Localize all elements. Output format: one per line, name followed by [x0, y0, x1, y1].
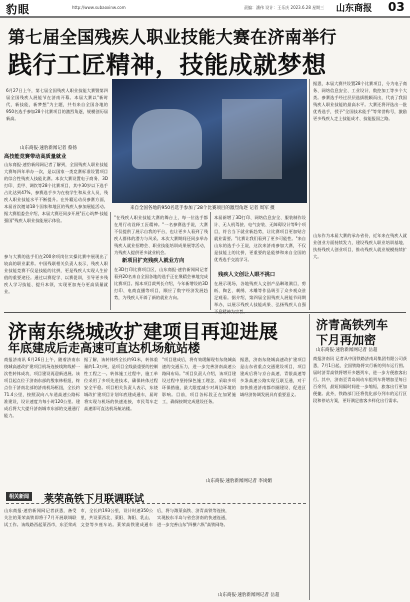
issue-meta: 责编：潘伟 设计：王乐庆 2023.6.28 星期三: [244, 5, 325, 10]
story2-col2: 据了解，该转体桥全长约91米，转体重量约1.3万吨，是项目全线最重要的控制性工程之一。转体施工过程中，施工单位采用了多项先进技术，确保转体过程安全平稳。项目相关负责人表示，东绕城改扩建项目计划年底建成通车，届时将实现与机场的快速连接，市民驾车走高速即可直达机场航站楼。: [84, 357, 158, 411]
lead-col1: 山东商报·速豹新闻网记者了解到，全国残疾人职业技能大赛每四年举办一次，是以国家一类竞赛标准设置项目的综合性残疾人技能比赛。本次大赛设置电子商务、3D打印、美甲、调饮等28个比赛项目，其中30岁以下选手占比达到47%，参赛选手多为在校学生和从业人员，残疾人职业技能水平不断提升。在外籍运动员参赛方面，本届首次邀请18个国家和地区的残疾人参加展能活动。据大赛组委会介绍，本届大赛还同步开展"匠心筑梦·技能强国"残疾人职业技能展示体验。: [4, 162, 108, 223]
col-divider: [309, 314, 310, 600]
story3-body: 商报济南讯 记者从中国铁路济南局集团有限公司获悉，7月1日起，全国铁路将实行新的列车运行图。届时济青高铁将增开多趟列车，进一步方便旅客出行。其中，济南至青岛间动车组列车将增加至每日百余列，最短间隔时间进一步缩短，旅客出行更加便捷。此外，铁路部门还将优化部分列车的运行区段和停站方案，更好满足旅客多样化出行需求。: [313, 356, 407, 403]
subhead-3: 残疾人文创让人眼不挑口: [218, 272, 276, 278]
masthead-bar: [0, 0, 410, 18]
lead-intro: 6月27日上午，第七届全国残疾人职业技能大赛暨第四届全国残疾人展能节在济南开幕。本届大赛以"新时代，新技能，新梦想"为主题，共有来自全国各地的950名选手参加28个比赛项目的激烈角逐，规模创历届新高。: [6, 88, 108, 121]
story4-headline: 莱荣高铁下月联调联试: [44, 494, 144, 505]
lead-headline-line1: 第七届全国残疾人职业技能大赛在济南举行: [8, 28, 337, 48]
col-divider: [210, 212, 211, 310]
story2-subheadline: 年底建成后走高速可直达机场航站楼: [8, 341, 201, 355]
col-divider: [309, 79, 310, 310]
lead-col2: "在残疾人职业技能大赛的舞台上，每一位选手都在用行动诠释工匠精神。"一名参赛选手说，大赛不仅提供了展示自我的平台，也让更多人看到了残疾人群体的潜力与风采。本次大赛期间还同步举办残疾人就业招聘会、职业技能培训成果展等活动，为残疾人提供更多就业机会。: [114, 215, 208, 255]
lead-photo-caption: 来自全国各地的950名选手参加了28个比赛项目的激烈角逐 记者 周军 摄: [130, 206, 275, 211]
story3-headline-line1: 济青高铁列车: [316, 318, 389, 332]
story2-col1: 商报济南讯 6月26日上午，随着济南东绕城高速改扩建项目机场连接线跨线桥一次性转体成功，项目建设再迎新进展。该项目起点位于济南东部的殷家林枢纽，终点位于济南北部的济南机场枢纽，全长约71.4公里，按照双向八车道高速公路标准建设，设计速度为每小时120公里。建成后将大大提升济南城市东部的交通通行能力。: [4, 357, 80, 418]
lead-col4: 据悉，本届大赛共设置28个比赛项目，分为电子商务、网络信息安全、工业设计、数控加工等多个大类。参赛选手经过层层选拔脱颖而出，代表了我国残疾人职业技能的最高水平。大赛还将评选出一批优秀选手，授予"全国技术能手"等荣誉称号，激励更多残疾人走上技能成才、技能报国之路。: [313, 81, 407, 121]
lead-col4b: 山东作为本届大赛的承办省份，近年来在残疾人就业创业方面持续发力，建设残疾人职业培训基地、扶持残疾人创业项目，推动残疾人就业规模持续扩大。: [313, 233, 407, 259]
lead-photo: [112, 79, 307, 203]
story4-byline: 山东商报·速豹新闻网记者 岳超: [218, 593, 280, 598]
story2-col3: "项目建成后，将有效缓解现有东绕城高速的交通压力，进一步完善济南高速公路网布局。"项目负责人介绍，该项目建设过程中坚持绿色施工理念，采取多项环保措施，最大限度减少对周边环境的影响。目前，项目各标段正在加紧施工，确保按期完成建设任务。: [162, 357, 236, 404]
story3-byline: 山东商报·速豹新闻网记者 岳超: [316, 348, 378, 353]
subhead-1: 高技能竞赛带动高质量就业: [4, 154, 67, 160]
lead-headline-line2: 践行工匠精神，技能成就梦想: [8, 50, 327, 79]
section-rule: [4, 312, 406, 313]
subhead-2: 新项目扩充残疾人就业方向: [122, 258, 185, 264]
story2-col4: 据悉，济南东绕城高速改扩建项目是山东省重点交通建设项目，项目建成后将与京台高速、青银高速等多条高速公路实现互联互通，对于加快推进济南都市圈建设、促进区域经济协调发展具有重要意义。: [240, 357, 306, 397]
story2-headline: 济南东绕城改扩建项目再迎进展: [8, 321, 279, 343]
lead-col3b: 在展示现场，各地残疾人文创产品琳琅满目，剪纸、陶艺、刺绣、木雕等作品吸引了众多观众驻足观看。据介绍，第四届全国残疾人展能节同期举办，以展示残疾人技能成果、弘扬残疾人自强不息精神为宗旨。: [214, 281, 306, 314]
lead-col3: 本届新增了3D打印、网络信息安全、服装制作设计、无人机驾驶、电气安装、无障碍设计等9个项目，符合当下就业新趋势，让比赛项目更加贴合就业需要。"比赛让我们看到了更多可能性。"来自山东的选手小王说，这次来济南参加大赛，不仅是技能上的比拼，更重要的是能够和来自全国的优秀选手交流学习。: [214, 215, 306, 262]
lead-byline: 山东商报·速豹新闻记者 蔡扬: [20, 146, 77, 151]
paper-name: 山东商报: [336, 4, 373, 14]
story3-headline-line2: 下月再加密: [316, 333, 377, 347]
col-divider: [110, 212, 111, 310]
page-number: 03: [388, 0, 405, 14]
section-brand: 豹眼: [6, 3, 30, 16]
related-news-tag: 相关新闻: [6, 492, 32, 501]
site-url: http://www.subaoxinw.com: [72, 5, 126, 10]
story2-byline: 山东商报·速豹新闻网记者 李岗媚: [206, 479, 272, 484]
lead-col2b: 在3D打印比赛项目区，山东商报·速豹新闻网记者看到20名来自全国各地的选手正在聚精会神地完成比赛项目。据本项目裁判长介绍，今年新增设的3D打印、电商直播等项目，顺应了数字经济发展趋势，为残疾人开辟了新的就业方向。: [114, 267, 208, 300]
lead-col1b: 参与大赛的选手们在200余项岗位实操比赛中展现出了较高的职业素养。中国残联相关负责人表示，残疾人职业技能竞赛不仅是技能的比拼，更是残疾人实现人生价值的重要途径。通过以赛促学、以赛促训，引导更多残疾人学习技能、提升本领，实现更加充分更高质量就业。: [4, 254, 108, 294]
story4-body: 山东商报·速豹新闻网记者获悉，备受关注的莱荣高铁即将于7月开展联调联试工作。该线路西起莱西市，东至荣成市，全长约193公里，设计时速350公里，共设莱西北、莱阳、海阳、乳山、文登等多座车站。莱荣高铁建成通车后，将与潍莱高铁、济青高铁等连接，实现胶东半岛与省会济南的快速连通，进一步完善山东"四横六纵"高铁网络。: [4, 508, 230, 527]
